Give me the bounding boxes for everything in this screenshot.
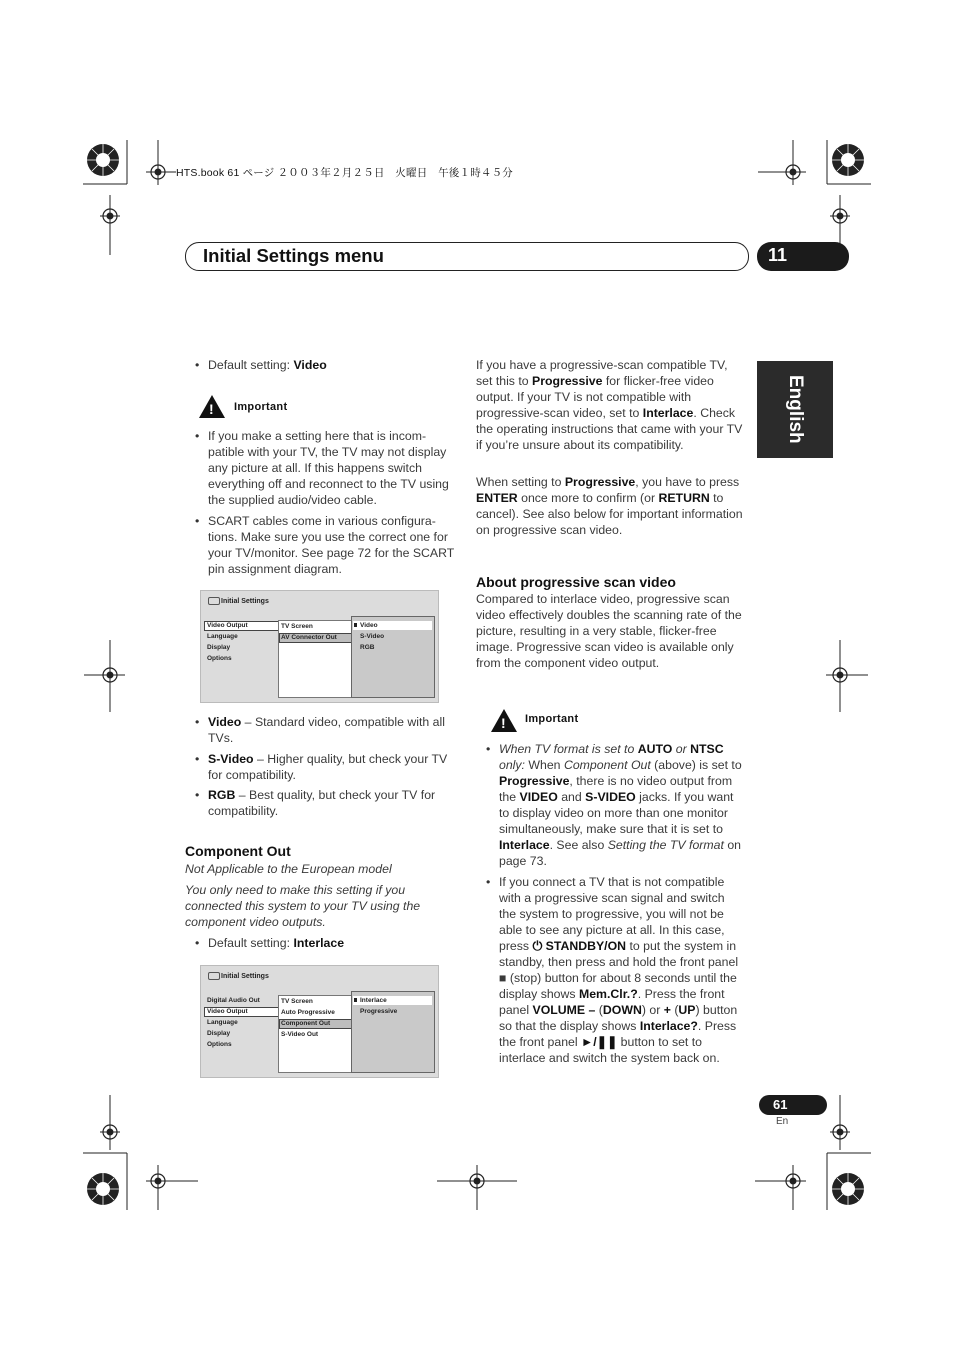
- menu-item-display: Display: [207, 644, 231, 651]
- option-desc-video: • Video – Standard video, compatible with all TVs.: [208, 714, 456, 746]
- component-out-heading: Component Out: [185, 843, 291, 859]
- important-label: Important: [234, 401, 288, 413]
- language-tab-label: English: [785, 375, 806, 444]
- important-bullet-1: • If you make a setting here that is incompatible with your TV, the TV may not display any picture at all. If this happens switch everything off and reconnect to the TV using the supplied audio/video cable.: [208, 428, 456, 508]
- component-note-1: Not Applicable to the European model: [185, 862, 392, 876]
- option-rgb: RGB: [360, 644, 375, 651]
- menu-item-language: Language: [207, 633, 238, 640]
- settings-screen-2: [200, 965, 439, 1078]
- important-block-2: ! Important: [491, 709, 517, 732]
- important-block-1: ! Important: [199, 395, 225, 418]
- option-progressive: Progressive: [360, 1008, 398, 1015]
- option-desc-rgb: • RGB – Best quality, but check your TV for compatibility.: [208, 787, 456, 819]
- important-bullet-4: • If you connect a TV that is not compatible with a progressive scan signal and switch the system to progressive, you will not be able to see any picture at all. In this case, press ⏻ STANDBY/ON to put the system in standby, then press and hold the front panel ■ (stop) button for about 8 seconds until the display shows Mem.Clr.?. Press the front panel VOLUME – (DOWN) or + (UP) button so that the display shows Interlace?. Press the front panel ►/❚❚ button to set to interlace and switch the system back on.: [499, 874, 743, 1066]
- submenu-component-out: Component Out: [281, 1020, 331, 1027]
- about-progressive-heading: About progressive scan video: [476, 574, 676, 590]
- menu-item-options: Options: [207, 655, 232, 662]
- default-setting-interlace: • Default setting: Interlace: [208, 935, 456, 951]
- page-language: En: [776, 1116, 789, 1127]
- print-header-tag: HTS.book 61 ページ ２００３年２月２５日 火曜日 午後１時４５分: [176, 167, 514, 179]
- menu-item-language: Language: [207, 1019, 238, 1026]
- menu-item-options: Options: [207, 1041, 232, 1048]
- settings-screen-1: [200, 590, 439, 703]
- option-interlace: Interlace: [360, 997, 387, 1004]
- submenu-s-video-out: S-Video Out: [281, 1031, 319, 1038]
- submenu-av-connector-out: AV Connector Out: [281, 634, 337, 641]
- progressive-intro: If you have a progressive-scan compatible TV, set this to Progressive for flicker-free video output. If your TV is not compatible with progressive-scan video, set to Interlace. Check the operating instructions that came with your TV if you’re unsure about its compatibility.: [476, 358, 743, 452]
- option-s-video: S-Video: [360, 633, 385, 640]
- language-tab: [757, 361, 833, 458]
- default-setting-video: • Default setting: Video: [208, 357, 458, 373]
- important-bullet-2: • SCART cables come in various configurations. Make sure you use the correct one for your TV/monitor. See page 72 for the SCART pin assignment diagram.: [208, 513, 456, 577]
- important-bullet-3: • When TV format is set to AUTO or NTSC only: When Component Out (above) is set to Progressive, there is no video output from the VIDEO and S-VIDEO jacks. If you want to display video on more than one monitor simultaneously, make sure that it is set to Interlace. See also Setting the TV format on page 73.: [499, 741, 743, 869]
- submenu-tv-screen: TV Screen: [281, 998, 313, 1005]
- submenu-auto-progressive: Auto Progressive: [281, 1009, 335, 1016]
- menu-item-video-output: Video Output: [207, 1008, 248, 1015]
- submenu-tv-screen: TV Screen: [281, 623, 313, 630]
- important-label: Important: [525, 713, 579, 725]
- chapter-number: 11: [768, 245, 788, 265]
- menu-item-digital-audio-out: Digital Audio Out: [207, 997, 260, 1004]
- option-video: Video: [360, 622, 378, 629]
- menu-item-video-output: Video Output: [207, 622, 248, 629]
- page-number-badge: [759, 1095, 827, 1115]
- about-progressive-text: Compared to interlace video, progressive scan video effectively doubles the scanning rate of the picture, resulting in a very stable, flicker-free image. Progressive scan video is available only from the component video output.: [476, 592, 742, 670]
- option-desc-s-video: • S-Video – Higher quality, but check your TV for compatibility.: [208, 751, 456, 783]
- progressive-confirm: When setting to Progressive, you have to press ENTER once more to confirm (or RETURN to cancel). See also below for important information on progressive scan video.: [476, 475, 743, 537]
- component-note-2: You only need to make this setting if you connected this system to your TV using the component video outputs.: [185, 883, 421, 929]
- page-number: 61: [773, 1097, 788, 1112]
- screen-title: Initial Settings: [221, 973, 269, 980]
- settings-icon: [208, 972, 220, 980]
- menu-item-display: Display: [207, 1030, 231, 1037]
- section-title: Initial Settings menu: [203, 245, 384, 266]
- settings-icon: [208, 597, 220, 605]
- screen-title: Initial Settings: [221, 598, 269, 605]
